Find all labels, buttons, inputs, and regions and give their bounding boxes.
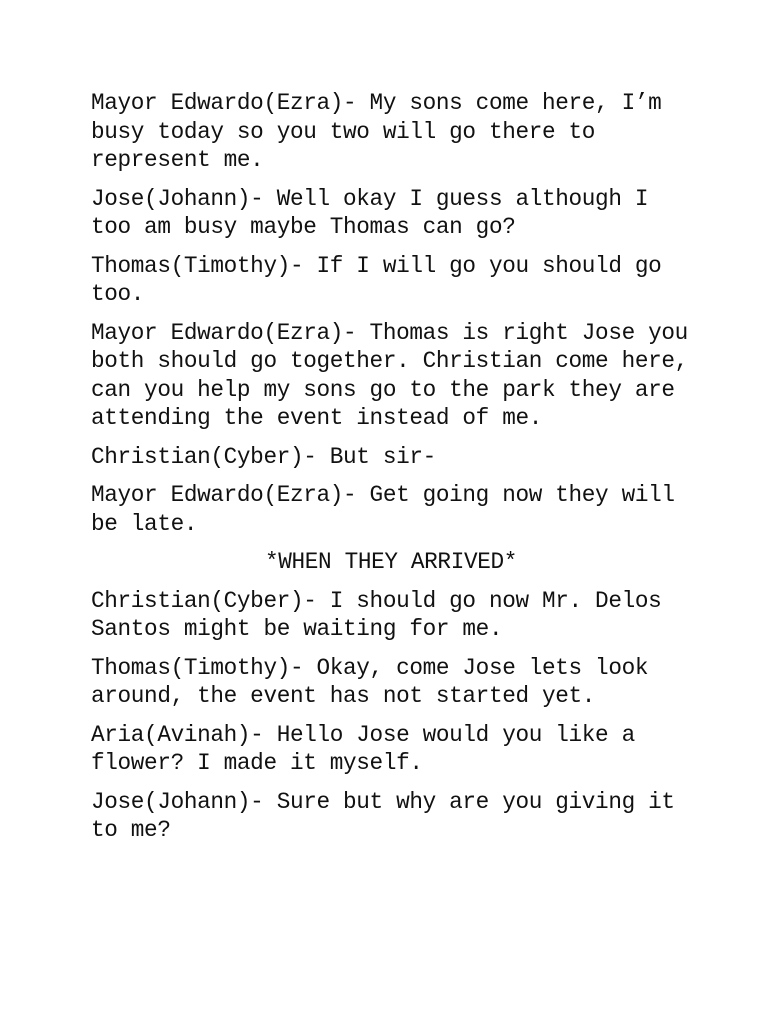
- dialogue-line: Jose(Johann)- Sure but why are you giving it to me?: [91, 788, 688, 843]
- scene-heading: *WHEN THEY ARRIVED*: [264, 549, 518, 575]
- dialogue-line: Mayor Edwardo(Ezra)- My sons come here, I’m busy today so you two will go there to represent me.: [91, 90, 675, 173]
- dialogue-line: Thomas(Timothy)- Okay, come Jose lets look around, the event has not started yet.: [91, 654, 662, 709]
- dialogue-line: Aria(Avinah)- Hello Jose would you like a flower? I made it myself.: [91, 721, 649, 776]
- dialogue-line: Mayor Edwardo(Ezra)- Get going now they will be late.: [91, 482, 688, 537]
- dialogue-line: Jose(Johann)- Well okay I guess although I too am busy maybe Thomas can go?: [91, 185, 662, 240]
- dialogue-line: Mayor Edwardo(Ezra)- Thomas is right Jose you both should go together. Christian come here, can you help my sons go to the park they are attending the event instead of me.: [91, 319, 702, 431]
- dialogue-line: Christian(Cyber)- But sir-: [91, 443, 436, 470]
- script-page: [91, 89, 702, 855]
- dialogue-line: Thomas(Timothy)- If I will go you should go too.: [91, 252, 675, 307]
- dialogue-line: Christian(Cyber)- I should go now Mr. Delos Santos might be waiting for me.: [91, 587, 675, 642]
